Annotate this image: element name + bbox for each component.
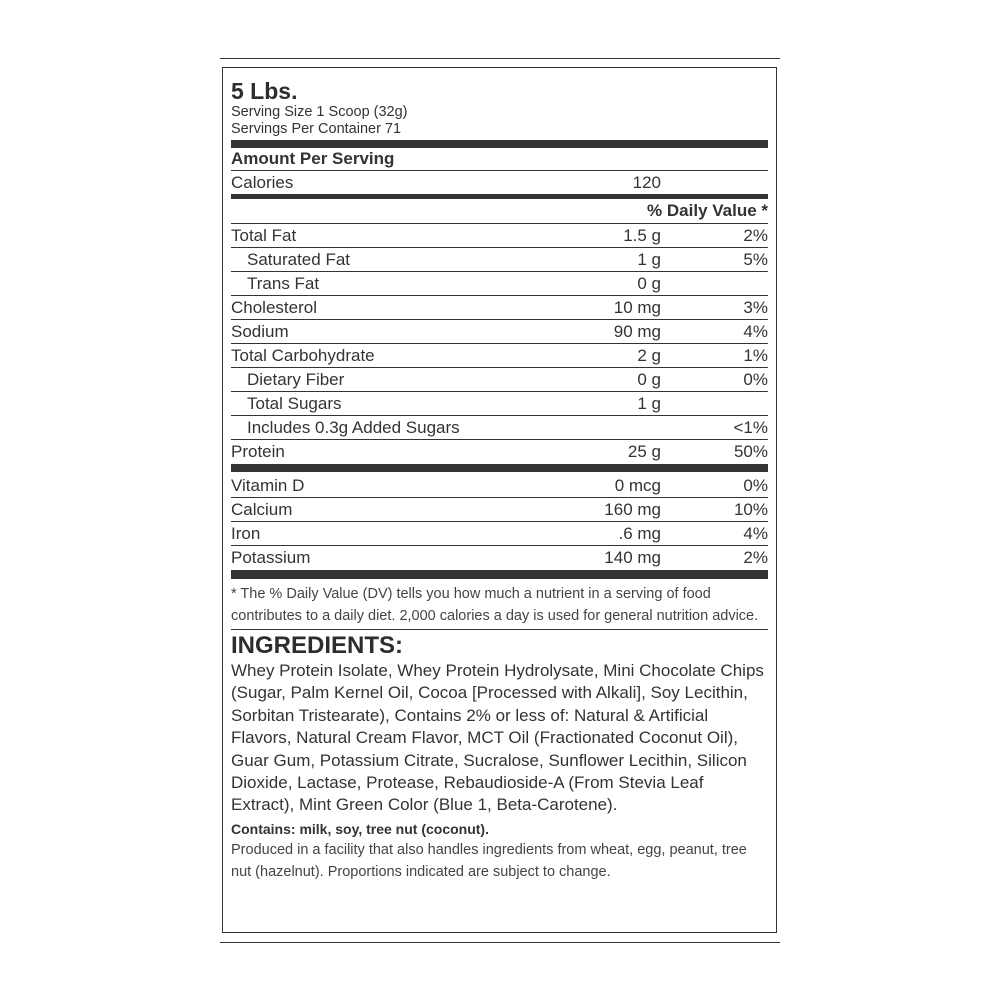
nutrient-row <box>231 296 768 319</box>
vitamin-dv: 0% <box>743 476 768 495</box>
nutrient-dv: 50% <box>733 442 768 461</box>
vitamin-dv: 10% <box>733 500 768 519</box>
calories-label: Calories <box>231 173 294 192</box>
nutrient-name: Protein <box>231 442 285 461</box>
divider-thick <box>231 140 768 148</box>
calories-value: 120 <box>632 173 661 192</box>
vitamin-name: Calcium <box>231 500 293 519</box>
nutrient-name: Includes 0.3g Added Sugars <box>247 418 460 437</box>
size-title: 5 Lbs. <box>231 78 298 104</box>
nutrient-name: Saturated Fat <box>247 250 351 269</box>
nutrient-row <box>231 272 768 295</box>
divider-thick <box>231 464 768 472</box>
nutrient-row <box>231 248 768 271</box>
nutrient-list <box>231 224 768 463</box>
nutrient-amount: 1.5 g <box>623 226 661 245</box>
nutrition-facts-label <box>222 67 777 933</box>
divider-thick <box>231 570 768 579</box>
vitamin-row <box>231 498 768 521</box>
nutrient-name: Sodium <box>231 322 289 341</box>
vitamin-name: Potassium <box>231 548 311 567</box>
nutrient-name: Total Carbohydrate <box>231 346 375 365</box>
nutrient-row <box>231 440 768 463</box>
nutrient-dv: 2% <box>743 226 768 245</box>
nutrient-row <box>231 320 768 343</box>
nutrient-row <box>231 368 768 391</box>
nutrient-amount: 1 g <box>637 250 661 269</box>
nutrient-amount: 10 mg <box>613 298 661 317</box>
vitamin-name: Iron <box>231 524 261 543</box>
vitamin-amount: 140 mg <box>604 548 661 567</box>
vitamin-row <box>231 474 768 497</box>
nutrient-amount: 0 g <box>637 370 661 389</box>
nutrient-dv: <1% <box>733 418 768 437</box>
nutrient-row <box>231 392 768 415</box>
vitamin-dv: 2% <box>743 548 768 567</box>
allergen-contains: Contains: milk, soy, tree nut (coconut). <box>231 820 489 837</box>
nutrient-amount: 90 mg <box>613 322 661 341</box>
nutrient-row <box>231 344 768 367</box>
nutrient-name: Total Fat <box>231 226 297 245</box>
nutrient-row <box>231 224 768 247</box>
vitamin-name: Vitamin D <box>231 476 305 495</box>
nutrient-dv: 1% <box>743 346 768 365</box>
vitamin-amount: 0 mcg <box>614 476 661 495</box>
daily-value-header: % Daily Value * <box>647 201 768 220</box>
ingredients-title: INGREDIENTS: <box>231 632 404 659</box>
nutrient-dv: 5% <box>743 250 768 269</box>
vitamin-dv: 4% <box>743 524 768 543</box>
nutrient-name: Total Sugars <box>247 394 342 413</box>
serving-size: Serving Size 1 Scoop (32g) <box>231 104 408 120</box>
nutrient-dv: 3% <box>743 298 768 317</box>
nutrient-amount: 2 g <box>637 346 661 365</box>
vitamin-amount: 160 mg <box>604 500 661 519</box>
nutrient-row <box>231 416 768 439</box>
amount-per-serving-row <box>231 148 768 170</box>
calories-row <box>231 171 768 194</box>
vitamin-row <box>231 522 768 545</box>
bottom-rule <box>220 942 780 943</box>
ingredients-text: Whey Protein Isolate, Whey Protein Hydrolysate, Mini Chocolate Chips (Sugar, Palm Kernel Oil, Cocoa [Processed with Alkali], Soy Lecithin, Sorbitan Tristearate), Contains 2% or less of: Natural & Artificial Flavors, Natural Cream Flavor, MCT Oil (Fractionated Coconut Oil), Guar Gum, Potassium Citrate, Sucralose, Sunflower Lecithin, Silicon Dioxide, Lactase, Protease, Rebaudioside-A (From Stevia Leaf Extract), Mint Green Color (Blue 1, Beta-Carotene). <box>231 661 764 815</box>
vitamin-row <box>231 546 768 569</box>
nutrient-name: Dietary Fiber <box>247 370 345 389</box>
vitamin-amount: .6 mg <box>618 524 661 543</box>
facility-statement: Produced in a facility that also handles ingredients from wheat, egg, peanut, tree nut (hazelnut). Proportions indicated are subject to change. <box>231 841 747 880</box>
vitamin-list <box>231 474 768 569</box>
nutrient-dv: 0% <box>743 370 768 389</box>
nutrient-amount: 0 g <box>637 274 661 293</box>
top-rule <box>220 58 780 59</box>
nutrient-amount: 25 g <box>627 442 661 461</box>
divider <box>231 629 768 630</box>
servings-per-container: Servings Per Container 71 <box>231 121 402 137</box>
nutrient-name: Cholesterol <box>231 298 317 317</box>
amount-per-serving: Amount Per Serving <box>231 149 395 168</box>
nutrient-dv: 4% <box>743 322 768 341</box>
daily-value-footnote: * The % Daily Value (DV) tells you how much a nutrient in a serving of food contributes to a daily diet. 2,000 calories a day is used for general nutrition advice. <box>231 586 759 624</box>
nutrient-amount: 1 g <box>637 394 661 413</box>
nutrient-name: Trans Fat <box>247 274 320 293</box>
